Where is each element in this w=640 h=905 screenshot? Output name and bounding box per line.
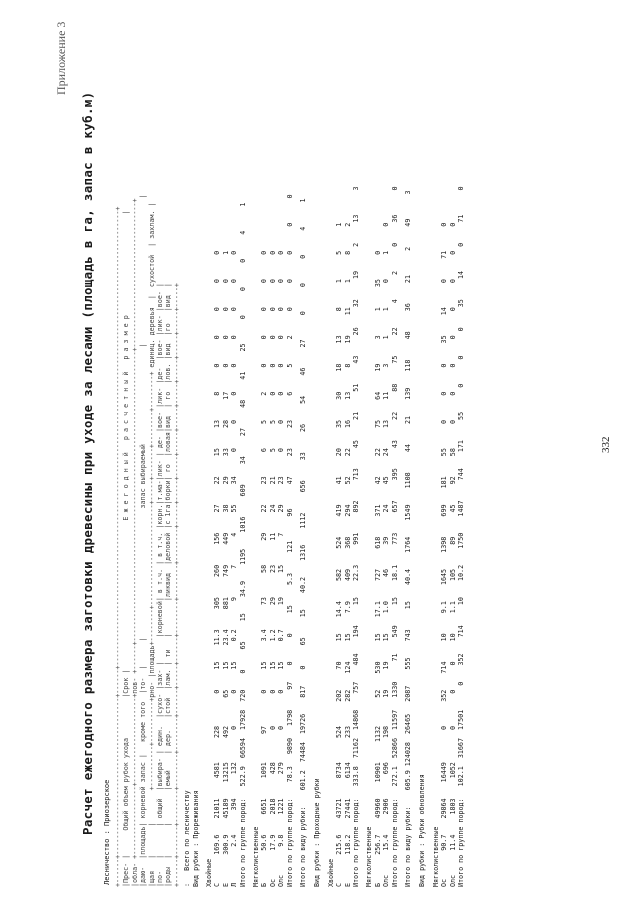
- cutting-type-heading: Вид рубки : Прореживания: [191, 790, 200, 887]
- cutting-type-total-row: Итого по виду рубки: 601.2 74484 19726 817 0 65 15 40.2 1316 1112 656 33 26 54 46 27 0 0 0 4 1: [299, 198, 307, 887]
- cutting-type-total-row: Итого по виду рубки: 605.9 124028 26465 2087 555 743 15 40.4 1764 1549 1108 44 21 139 118 48 36 21 2 49 3: [404, 190, 412, 887]
- group-total-row: Итого по группе пород: 272.1 52866 11597 1330 71 549 15 18.1 773 657 395 43 22 88 75 22 4 2 0 36 0: [390, 186, 399, 887]
- table-row: Олс 15.4 2906 696 198 19 19 15 1.0 46 39 24 45 24 13 11 3 1 1 0 1 0: [382, 222, 391, 887]
- group-total-row: Итого по группе пород: 102.1 31667 17501 0 352 714 10 10.2 1750 1487 744 171 55 0 0 0 35 14 0 71 0: [457, 186, 465, 887]
- header-line: +------+-------+--------+--------+--------+------+-----+------+--------+--------+--------+-----+-----+-----+-----+-----+-----+-----+-----+-----+-----+: [172, 283, 181, 887]
- appendix-label: Приложение 3: [54, 21, 68, 95]
- cutting-type-heading: Вид рубки : Проходные рубки: [313, 778, 322, 887]
- header-line: |обла- +-----------------+---------------------+пов- +------+------------------------------------------------------------------------+------------------------------------+: [130, 198, 139, 887]
- table-row: С 169.6 21011 4581 228 0 15 11.3 305 260 156 27 22 15 13 8 0 0 0 0 0: [213, 250, 222, 887]
- header-line: +------+---------------------------------------+------+-----------------------------------------------------------------------------------------------------------------+: [114, 206, 122, 887]
- table-row: Ос 90.7 29864 16449 0 352 714 10 9.1 1645 1398 699 181 55 0 0 0 35 14 0 71 0: [440, 222, 449, 887]
- table-row: С 215.6 43721 8734 524 202 70 15 14.4 582 524 419 41 20 35 30 18 13 8 1 5 1: [335, 222, 344, 887]
- header-line: |роды | | |емый | дер. |стой |лам. | ти | |ликвид |деловой |с 1га|борки| го |ловая|вид | го |лов. |вид |го |вид |: [164, 283, 173, 887]
- harvest-table: [114, 25, 592, 887]
- table-row: Л 2.4 394 132 0 0 15 0.2 9 7 4 55 34 0 0 0 0 0 0 0 0: [230, 250, 239, 887]
- table-row: Б 50.6 6651 1091 97 0 15 3.4 73 58 29 22 23 6 5 2 0 0 0 0 0: [260, 250, 269, 887]
- section-heading: : Всего по лесничеству: [183, 790, 192, 887]
- group-total-row: Итого по группе пород: 522.9 66594 17928 720 0 65 15 34.9 1195 1016 609 34 27 48 41 25 0 0 0 4 1: [238, 202, 247, 887]
- header-line: |щая | | +----------+----------+рно- |площадь+--------+-------------------------+-----+-------+--------+--------+ единиц. деревья | сухостой | захлам. |: [147, 202, 156, 887]
- table-row: Б 256.7 49960 10901 1132 52 530 15 17.1 727 618 371 42 22 75 64 19 3 1 35 0: [373, 250, 382, 887]
- species-group-name: Хвойные: [205, 858, 213, 887]
- header-line: |по- | | общий |выбира- | един. |сухо- |заx- | |корневой| в т.ч. | в т.ч. |корн.|т.ма-|лик- | де- |вое- |лик- |де- |вое- |лик- |вое- |: [156, 283, 164, 887]
- table-row: Ос 17.9 2018 428 0 0 15 1.2 29 23 11 24 21 5 5 0 0 0 0 0 0: [268, 250, 277, 887]
- forestry-name: Лесничество : Приозерское: [103, 779, 111, 885]
- document-title: Расчет ежегодного размера заготовки древесины при уходе за лесами (площадь в га, запас в куб.м): [80, 91, 95, 835]
- species-group-name: Хвойные: [326, 858, 335, 887]
- page-number: 332: [600, 436, 612, 453]
- table-row: Олс 9.8 1221 279 0 0 15 0.7 19 15 7 29 23 0 0 0 0 0 0 0 0: [277, 250, 286, 887]
- table-row: Олс 11.4 1803 1052 0 0 0 10 1.1 105 89 45 92 58 0 0 0 0 0 0 0 0: [448, 222, 457, 887]
- group-total-row: Итого по группе пород: 333.8 71162 14868 757 484 194 15 22.3 991 892 713 45 21 51 43 26 32 19 2 13 3: [352, 186, 360, 887]
- header-line: |даю- |площадь| корневой запас | кроме того |то- | | запас выбираемый | |: [139, 194, 148, 887]
- cutting-type-heading: Вид рубки : Рубки обновления: [418, 774, 427, 887]
- species-group-name: Мягколиственные: [252, 826, 260, 887]
- table-row: Е 118.2 27441 6134 233 282 124 15 7.9 409 368 294 52 22 16 13 8 19 11 1 8 2: [343, 222, 352, 887]
- species-group-name: Мягколиственные: [365, 826, 374, 887]
- header-line: |Прес- | Общий объем рубок ухода |Срок | Е ж е г о д н ы й р а с ч е т н ы й р а з м е р |: [122, 210, 131, 887]
- species-group-name: Мягколиственные: [431, 826, 440, 887]
- table-row: Е 300.9 45189 13215 492 65 15 23.4 881 749 449 38 29 33 28 17 0 0 0 0 1: [221, 250, 230, 887]
- group-total-row: Итого по группе пород: 78.3 9890 1798 97 0 0 15 5.3 121 96 47 23 23 6 5 2 0 0 0 0 0: [285, 194, 294, 887]
